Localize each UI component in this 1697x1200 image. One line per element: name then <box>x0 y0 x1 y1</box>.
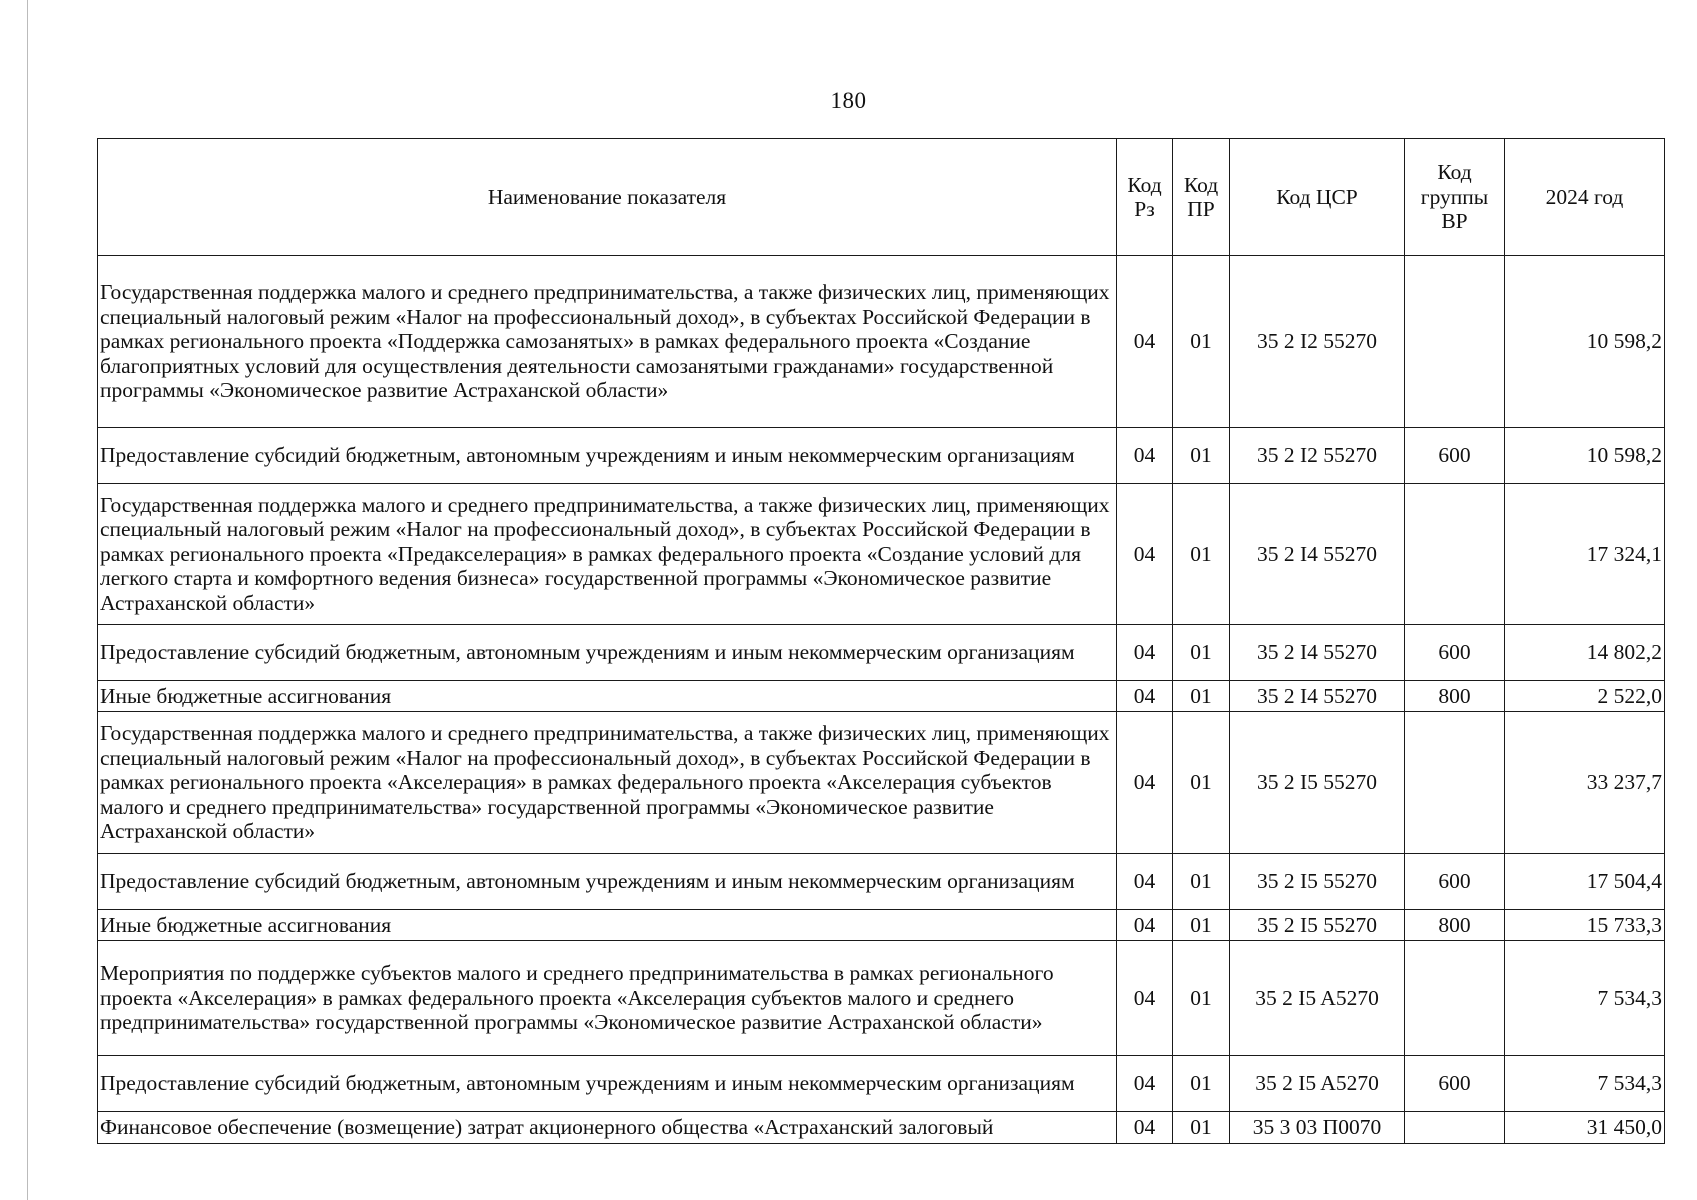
row-amount: 17 324,1 <box>1505 484 1665 625</box>
header-year: 2024 год <box>1505 139 1665 256</box>
row-vr: 600 <box>1405 428 1505 484</box>
row-vr <box>1405 484 1505 625</box>
row-amount: 7 534,3 <box>1505 941 1665 1056</box>
row-pr: 01 <box>1173 854 1230 910</box>
row-pr: 01 <box>1173 256 1230 428</box>
row-name: Иные бюджетные ассигнования <box>98 910 1117 941</box>
row-pr: 01 <box>1173 625 1230 681</box>
row-rz: 04 <box>1117 681 1173 712</box>
row-rz: 04 <box>1117 910 1173 941</box>
row-vr <box>1405 256 1505 428</box>
header-pr-line1: Код <box>1183 172 1219 197</box>
row-csr: 35 2 I4 55270 <box>1230 484 1405 625</box>
header-vr-line1: Код <box>1437 160 1472 185</box>
table-row <box>98 625 1665 681</box>
table-row <box>98 681 1665 712</box>
row-amount: 14 802,2 <box>1505 625 1665 681</box>
table-row <box>98 484 1665 625</box>
row-vr: 600 <box>1405 625 1505 681</box>
row-vr <box>1405 712 1505 854</box>
header-csr: Код ЦСР <box>1230 139 1405 256</box>
row-csr: 35 2 I5 55270 <box>1230 712 1405 854</box>
row-name: Мероприятия по поддержке субъектов малого и среднего предпринимательства в рамках регионального проекта «Акселерация» в рамках федерального проекта «Акселерация субъектов малого и среднего предпринимательства» государственной программы «Экономическое развитие Астраханской области» <box>98 941 1117 1056</box>
row-csr: 35 2 I5 55270 <box>1230 854 1405 910</box>
row-csr: 35 3 03 П0070 <box>1230 1112 1405 1144</box>
row-pr: 01 <box>1173 1056 1230 1112</box>
row-csr: 35 2 I5 A5270 <box>1230 941 1405 1056</box>
table-row <box>98 428 1665 484</box>
header-rz-line1: Код <box>1127 172 1162 197</box>
row-name: Предоставление субсидий бюджетным, автономным учреждениям и иным некоммерческим организациям <box>98 625 1117 681</box>
row-amount: 17 504,4 <box>1505 854 1665 910</box>
row-amount: 10 598,2 <box>1505 256 1665 428</box>
row-vr: 800 <box>1405 681 1505 712</box>
table-header-row <box>98 139 1665 256</box>
row-rz: 04 <box>1117 941 1173 1056</box>
row-pr: 01 <box>1173 1112 1230 1144</box>
row-rz: 04 <box>1117 712 1173 854</box>
row-vr: 800 <box>1405 910 1505 941</box>
header-pr-line2: ПР <box>1187 197 1215 221</box>
row-vr: 600 <box>1405 1056 1505 1112</box>
row-rz: 04 <box>1117 625 1173 681</box>
row-csr: 35 2 I4 55270 <box>1230 625 1405 681</box>
row-name: Предоставление субсидий бюджетным, автономным учреждениям и иным некоммерческим организациям <box>98 428 1117 484</box>
table-row <box>98 712 1665 854</box>
row-pr: 01 <box>1173 681 1230 712</box>
row-amount: 33 237,7 <box>1505 712 1665 854</box>
row-pr: 01 <box>1173 941 1230 1056</box>
header-vr <box>1405 139 1505 256</box>
row-csr: 35 2 I2 55270 <box>1230 256 1405 428</box>
row-name: Государственная поддержка малого и среднего предпринимательства, а также физических лиц, применяющих специальный налоговый режим «Налог на профессиональный доход», в субъектах Российской Федерации в рамках регионального проекта «Акселерация» в рамках федерального проекта «Акселерация субъектов малого и среднего предпринимательства» государственной программы «Экономическое развитие Астраханской области» <box>98 712 1117 854</box>
table-row <box>98 854 1665 910</box>
header-vr-line2: группы <box>1420 184 1489 209</box>
header-rz <box>1117 139 1173 256</box>
row-rz: 04 <box>1117 484 1173 625</box>
row-rz: 04 <box>1117 428 1173 484</box>
row-rz: 04 <box>1117 1056 1173 1112</box>
scan-edge-line <box>27 0 28 1200</box>
table-row <box>98 256 1665 428</box>
budget-table <box>97 138 1665 1144</box>
row-amount: 10 598,2 <box>1505 428 1665 484</box>
header-pr <box>1173 139 1230 256</box>
row-vr: 600 <box>1405 854 1505 910</box>
row-name: Предоставление субсидий бюджетным, автономным учреждениям и иным некоммерческим организациям <box>98 1056 1117 1112</box>
row-amount: 7 534,3 <box>1505 1056 1665 1112</box>
row-csr: 35 2 I2 55270 <box>1230 428 1405 484</box>
header-name: Наименование показателя <box>98 139 1117 256</box>
row-name: Иные бюджетные ассигнования <box>98 681 1117 712</box>
row-pr: 01 <box>1173 910 1230 941</box>
row-rz: 04 <box>1117 256 1173 428</box>
table-row <box>98 1056 1665 1112</box>
row-csr: 35 2 I5 55270 <box>1230 910 1405 941</box>
row-vr <box>1405 941 1505 1056</box>
table-row <box>98 910 1665 941</box>
row-vr <box>1405 1112 1505 1144</box>
row-amount: 2 522,0 <box>1505 681 1665 712</box>
table-row <box>98 941 1665 1056</box>
row-pr: 01 <box>1173 428 1230 484</box>
row-pr: 01 <box>1173 484 1230 625</box>
row-rz: 04 <box>1117 1112 1173 1144</box>
row-amount: 31 450,0 <box>1505 1112 1665 1144</box>
header-vr-line3: ВР <box>1441 209 1468 234</box>
row-pr: 01 <box>1173 712 1230 854</box>
row-amount: 15 733,3 <box>1505 910 1665 941</box>
row-name: Государственная поддержка малого и среднего предпринимательства, а также физических лиц, применяющих специальный налоговый режим «Налог на профессиональный доход», в субъектах Российской Федерации в рамках регионального проекта «Предакселерация» в рамках федерального проекта «Создание условий для легкого старта и комфортного ведения бизнеса» государственной программы «Экономическое развитие Астраханской области» <box>98 484 1117 625</box>
row-name: Предоставление субсидий бюджетным, автономным учреждениям и иным некоммерческим организациям <box>98 854 1117 910</box>
row-name: Финансовое обеспечение (возмещение) затрат акционерного общества «Астраханский залоговый <box>98 1112 1117 1144</box>
table-row <box>98 1112 1665 1144</box>
row-rz: 04 <box>1117 854 1173 910</box>
row-csr: 35 2 I4 55270 <box>1230 681 1405 712</box>
row-name: Государственная поддержка малого и среднего предпринимательства, а также физических лиц, применяющих специальный налоговый режим «Налог на профессиональный доход», в субъектах Российской Федерации в рамках регионального проекта «Поддержка самозанятых» в рамках федерального проекта «Создание благоприятных условий для осуществления деятельности самозанятыми гражданами» государственной программы «Экономическое развитие Астраханской области» <box>98 256 1117 428</box>
page-number: 180 <box>830 88 867 113</box>
header-rz-line2: Рз <box>1134 197 1155 221</box>
row-csr: 35 2 I5 A5270 <box>1230 1056 1405 1112</box>
